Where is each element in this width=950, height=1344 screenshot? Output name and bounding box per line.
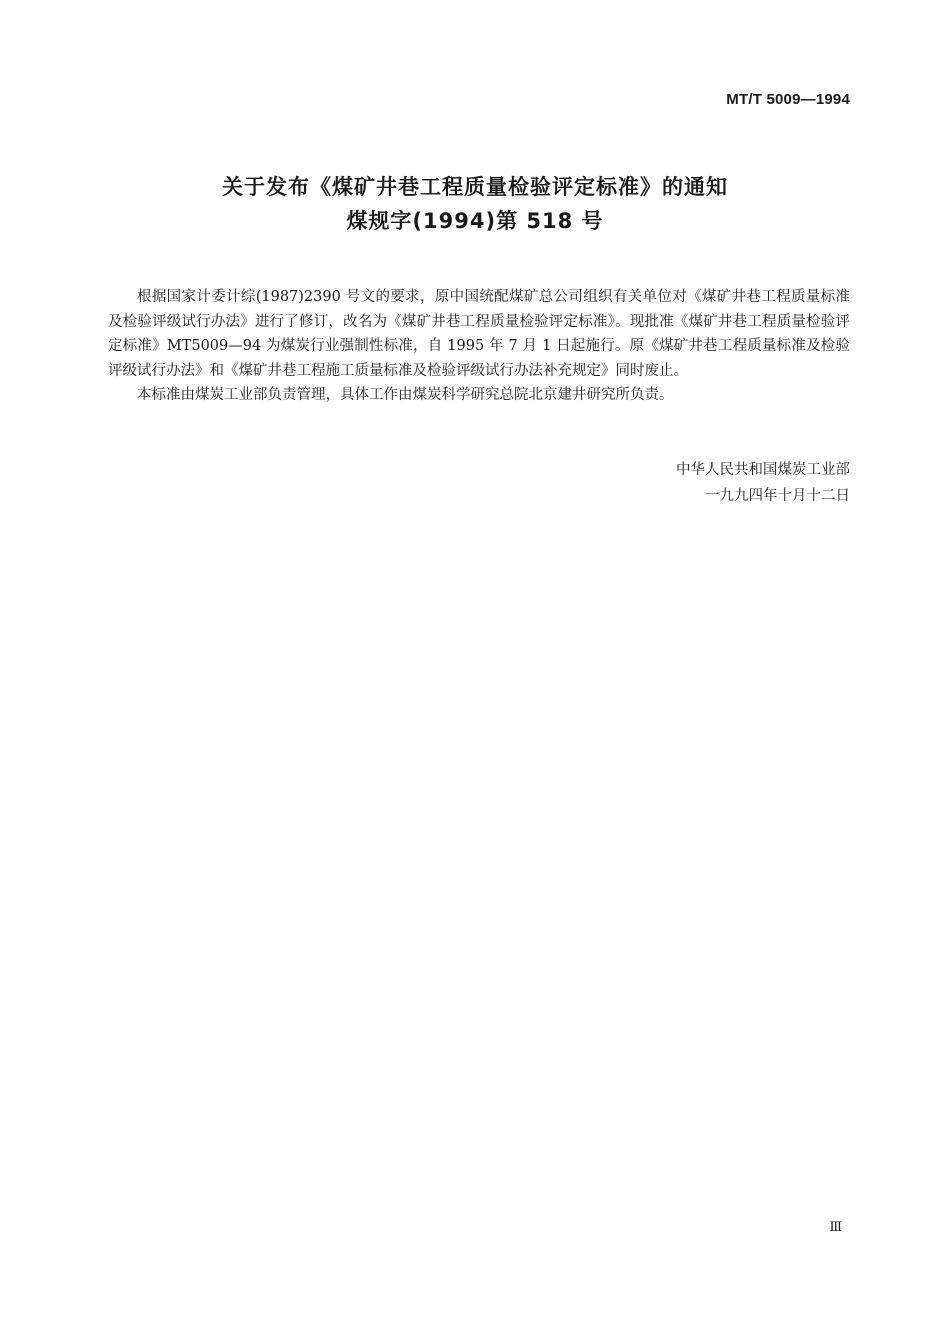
notice-title xyxy=(0,170,950,238)
notice-document-number: 煤规字(1994)第 518 号 xyxy=(346,209,604,233)
standard-code: MT/T 5009—1994 xyxy=(726,91,850,108)
signature-block xyxy=(676,457,850,509)
body-paragraph-1: 根据国家计委计综(1987)2390 号文的要求，原中国统配煤矿总公司组织有关单位对《煤矿井巷工程质量标准及检验评级试行办法》进行了修订，改名为《煤矿井巷工程质量检验评定标准》。现批准《煤矿井巷工程质量检验评定标准》MT5009—94 为煤炭行业强制性标准，自 1995 年 7 月 1 日起施行。原《煤矿井巷工程质量标准及检验评级试行办法》和《煤矿井巷工程施工质量标准及检验评级试行办法补充规定》同时废止。 xyxy=(108,289,850,379)
issuer-name: 中华人民共和国煤炭工业部 xyxy=(676,462,850,478)
body-paragraph-2: 本标准由煤炭工业部负责管理，具体工作由煤炭科学研究总院北京建井研究所负责。 xyxy=(137,387,674,403)
notice-title-main: 关于发布《煤矿井巷工程质量检验评定标准》的通知 xyxy=(222,175,728,199)
issue-date: 一九九四年十月十二日 xyxy=(705,488,850,504)
page-number: Ⅲ xyxy=(829,1219,842,1234)
notice-body xyxy=(108,285,850,408)
